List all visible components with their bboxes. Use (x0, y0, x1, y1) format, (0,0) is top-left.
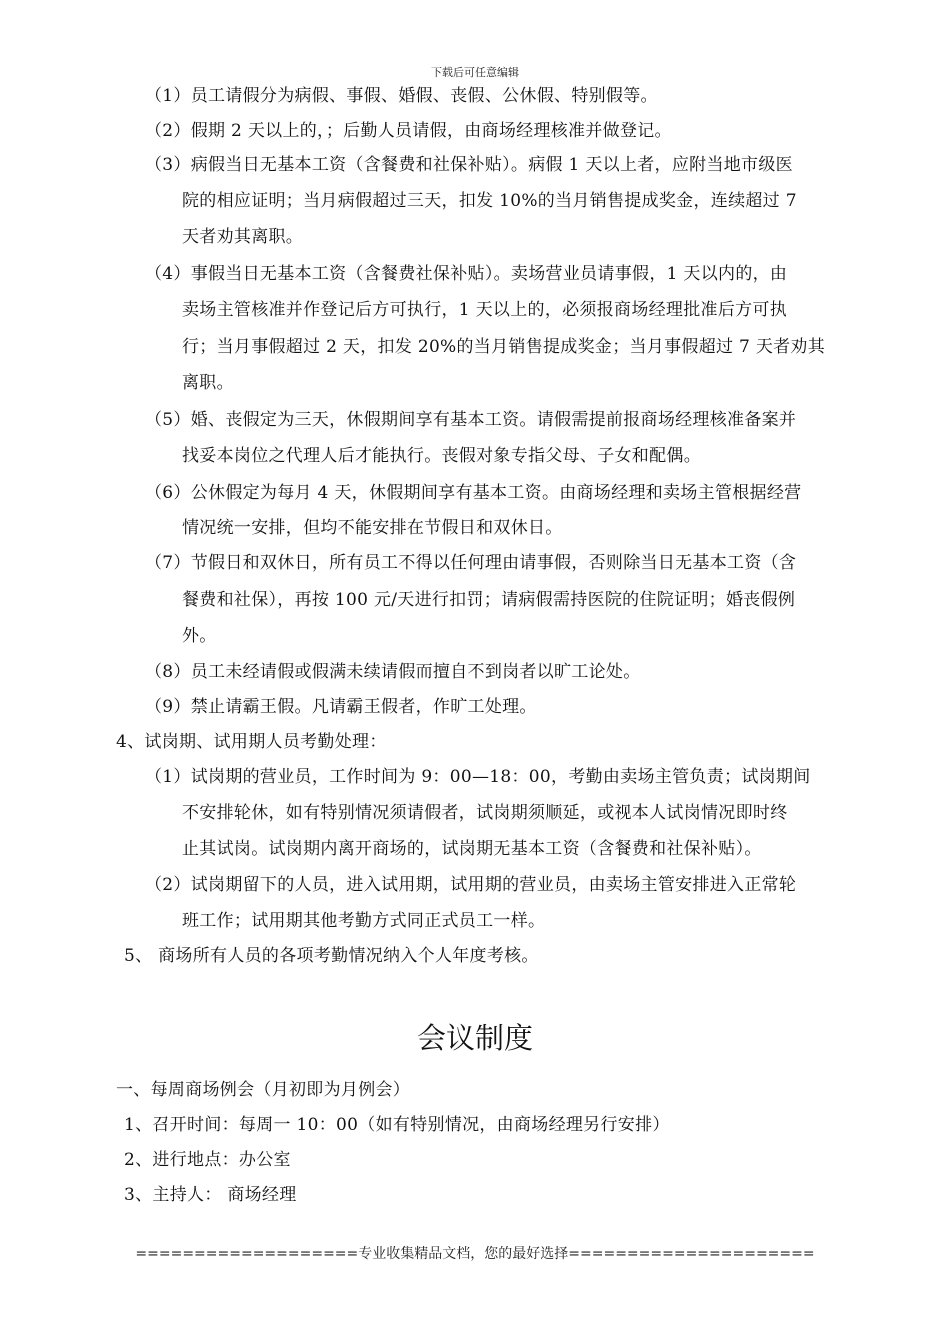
page-footer: ===================专业收集精品文档，您的最好选择===================== (135, 1246, 815, 1262)
section-line: 一、每周商场例会（月初即为月例会） (116, 1080, 411, 1100)
paragraph-line: （1）员工请假分为病假、事假、婚假、丧假、公休假、特别假等。 (145, 86, 658, 106)
section-line: 3、主持人： 商场经理 (124, 1185, 297, 1205)
paragraph-line: 止其试岗。试岗期内离开商场的，试岗期无基本工资（含餐费和社保补贴）。 (182, 839, 762, 859)
paragraph-line: （4）事假当日无基本工资（含餐费社保补贴）。卖场营业员请事假，1 天以内的，由 (145, 264, 788, 284)
paragraph-line: （6）公休假定为每月 4 天，休假期间享有基本工资。由商场经理和卖场主管根据经营 (145, 483, 802, 503)
paragraph-line: 餐费和社保），再按 100 元/天进行扣罚；请病假需持医院的住院证明；婚丧假例 (182, 590, 796, 610)
paragraph-line: 院的相应证明；当月病假超过三天，扣发 10%的当月销售提成奖金，连续超过 7 (182, 191, 797, 211)
paragraph-line: （3）病假当日无基本工资（含餐费和社保补贴）。病假 1 天以上者，应附当地市级医 (145, 155, 793, 175)
section-line: 2、进行地点：办公室 (124, 1150, 291, 1170)
page-header-note: 下载后可任意编辑 (431, 66, 519, 79)
paragraph-line: 天者劝其离职。 (182, 227, 304, 247)
paragraph-line: 离职。 (182, 373, 234, 393)
section-heading-line: 4、试岗期、试用期人员考勤处理： (116, 732, 387, 752)
paragraph-line: （1）试岗期的营业员，工作时间为 9：00—18：00，考勤由卖场主管负责；试岗期间 (145, 767, 811, 787)
paragraph-line: （5）婚、丧假定为三天，休假期间享有基本工资。请假需提前报商场经理核准备案并 (145, 410, 797, 430)
paragraph-line: 外。 (182, 626, 217, 646)
section-title: 会议制度 (416, 1021, 533, 1055)
paragraph-line: 行；当月事假超过 2 天，扣发 20%的当月销售提成奖金；当月事假超过 7 天者劝其 (182, 337, 826, 357)
paragraph-line: （2）假期 2 天以上的，；后勤人员请假，由商场经理核准并做登记。 (145, 121, 672, 141)
paragraph-line: 卖场主管核准并作登记后方可执行，1 天以上的，必须报商场经理批准后方可执 (182, 300, 788, 320)
paragraph-line: （7）节假日和双休日，所有员工不得以任何理由请事假，否则除当日无基本工资（含 (145, 553, 797, 573)
paragraph-line: （9）禁止请霸王假。凡请霸王假者，作旷工处理。 (145, 697, 537, 717)
paragraph-line: 班工作；试用期其他考勤方式同正式员工一样。 (182, 911, 546, 931)
paragraph-line: 情况统一安排，但均不能安排在节假日和双休日。 (182, 518, 563, 538)
section-line: 1、召开时间：每周一 10：00（如有特别情况，由商场经理另行安排） (124, 1115, 670, 1135)
paragraph-line: （8）员工未经请假或假满未续请假而擅自不到岗者以旷工论处。 (145, 662, 641, 682)
paragraph-line: 5、 商场所有人员的各项考勤情况纳入个人年度考核。 (124, 946, 539, 966)
paragraph-line: 不安排轮休，如有特别情况须请假者，试岗期须顺延，或视本人试岗情况即时终 (182, 803, 788, 823)
paragraph-line: 找妥本岗位之代理人后才能执行。丧假对象专指父母、子女和配偶。 (182, 446, 701, 466)
paragraph-line: （2）试岗期留下的人员，进入试用期，试用期的营业员，由卖场主管安排进入正常轮 (145, 875, 797, 895)
